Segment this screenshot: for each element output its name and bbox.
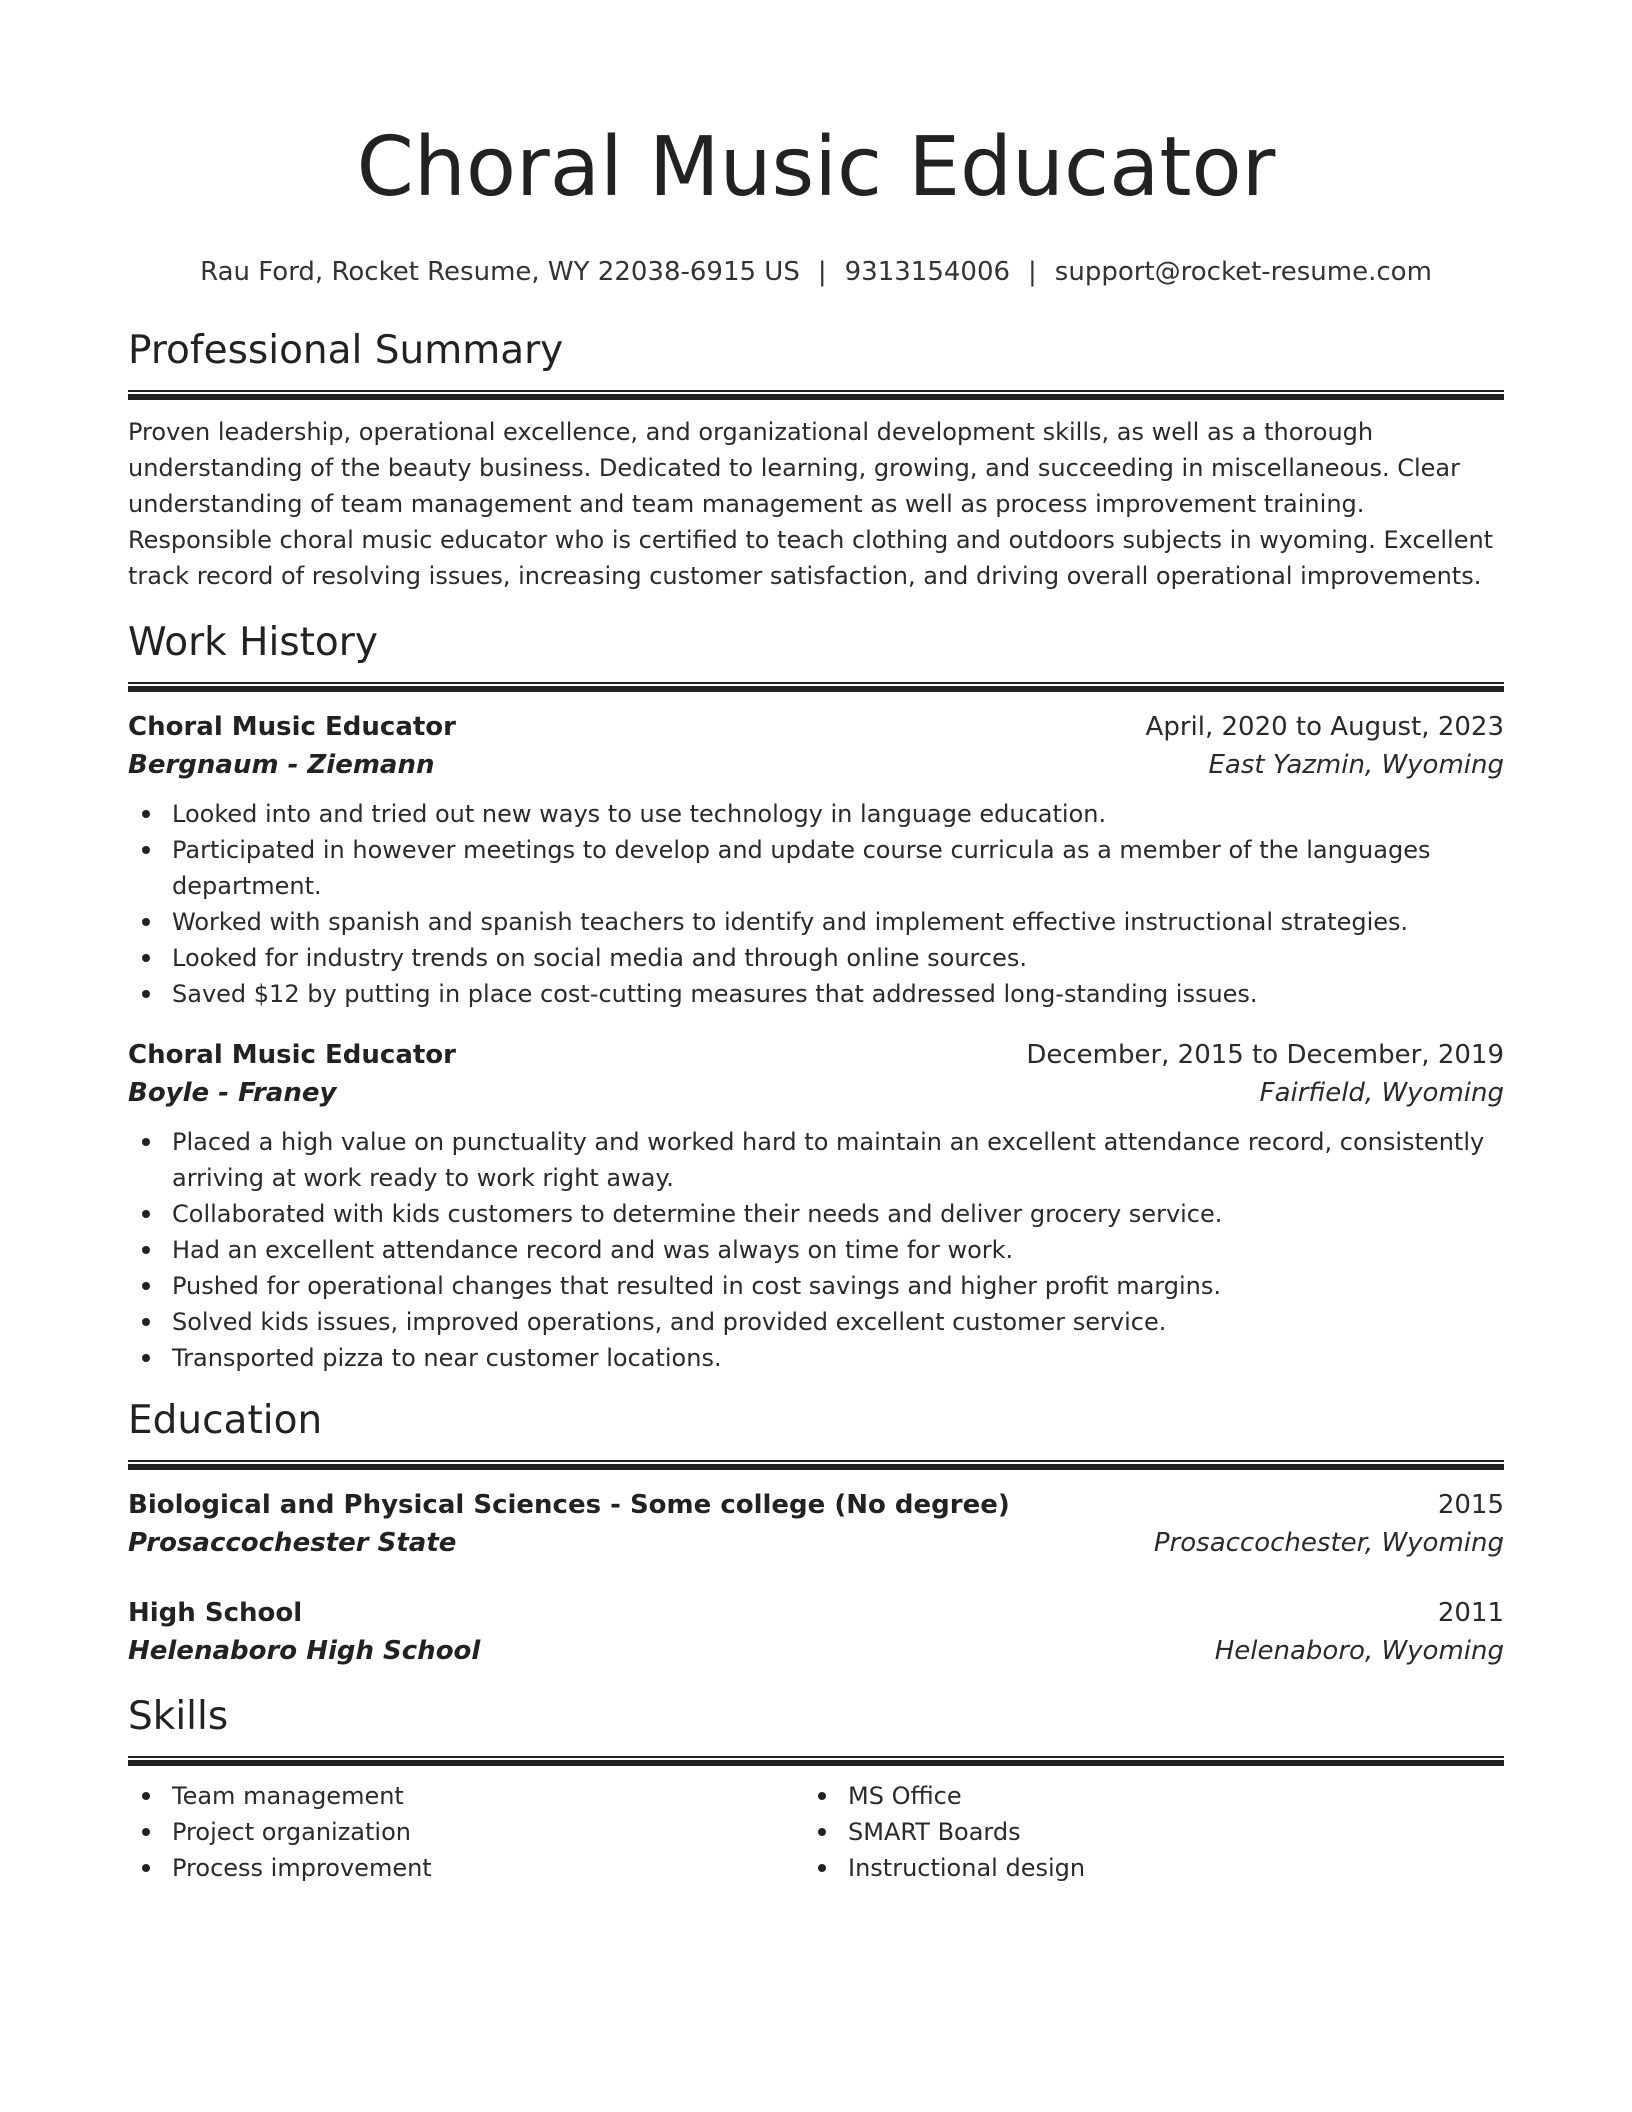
bullet-icon xyxy=(142,990,150,998)
skills-heading: Skills xyxy=(128,1694,229,1739)
skill-item xyxy=(172,1814,804,1850)
education-year: 2015 xyxy=(1437,1490,1504,1520)
bullet-icon xyxy=(818,1792,826,1800)
bullet-icon xyxy=(142,1210,150,1218)
contact-separator: | xyxy=(1028,257,1037,287)
summary-heading: Professional Summary xyxy=(128,328,564,373)
job-bullet-text: Looked into and tried out new ways to use technology in language education. xyxy=(172,800,1107,828)
job-bullets xyxy=(128,796,1504,1012)
skill-text: Process improvement xyxy=(172,1854,432,1882)
bullet-icon xyxy=(818,1864,826,1872)
job-company: Boyle - Franey xyxy=(128,1078,337,1108)
job-entry xyxy=(128,708,1504,1012)
job-bullet xyxy=(172,832,1504,904)
bullet-icon xyxy=(142,1792,150,1800)
job-bullets xyxy=(128,1124,1504,1376)
skill-text: Instructional design xyxy=(848,1854,1086,1882)
job-company: Bergnaum - Ziemann xyxy=(128,750,435,780)
summary-section xyxy=(128,326,1504,594)
bullet-icon xyxy=(142,1138,150,1146)
contact-phone: 9313154006 xyxy=(844,257,1011,287)
job-bullet-text: Pushed for operational changes that resulted in cost savings and higher profit margins. xyxy=(172,1272,1221,1300)
job-bullet-text: Transported pizza to near customer locations. xyxy=(172,1344,722,1372)
contact-separator: | xyxy=(817,257,827,287)
job-bullet-text: Collaborated with kids customers to determine their needs and deliver grocery service. xyxy=(172,1200,1223,1228)
job-bullet xyxy=(172,1124,1504,1196)
contact-line xyxy=(128,254,1504,290)
section-divider xyxy=(128,390,1504,400)
summary-text: Proven leadership, operational excellence, and organizational development skills, as well as a thorough understanding of the beauty business. Dedicated to learning, growing, and succeeding in miscellaneous. Clear understanding of team management and team management as well as process improvement training. Responsible choral music educator who is certified to teach clothing and outdoors subjects in wyoming. Excellent track record of resolving issues, increasing customer satisfaction, and driving overall operational improvements. xyxy=(128,418,1494,590)
bullet-icon xyxy=(142,1864,150,1872)
job-bullet xyxy=(172,1232,1504,1268)
education-degree: High School xyxy=(128,1598,303,1628)
bullet-icon xyxy=(142,1318,150,1326)
skills-column-right xyxy=(804,1778,1480,1886)
job-dates: December, 2015 to December, 2019 xyxy=(1026,1040,1504,1070)
job-bullet-text: Worked with spanish and spanish teachers to identify and implement effective instructional strategies. xyxy=(172,908,1409,936)
education-location: Prosaccochester, Wyoming xyxy=(1153,1528,1504,1558)
job-bullet-text: Solved kids issues, improved operations, and provided excellent customer service. xyxy=(172,1308,1167,1336)
section-divider xyxy=(128,1460,1504,1470)
education-header-row xyxy=(128,1486,1504,1524)
education-school: Helenaboro High School xyxy=(128,1636,481,1666)
skill-item xyxy=(172,1850,804,1886)
work-history-section xyxy=(128,618,1504,1376)
education-degree: Biological and Physical Sciences - Some college (No degree) xyxy=(128,1490,1010,1520)
education-entry xyxy=(128,1594,1504,1670)
bullet-icon xyxy=(142,918,150,926)
skill-text: MS Office xyxy=(848,1782,962,1810)
bullet-icon xyxy=(142,1828,150,1836)
job-bullet xyxy=(172,1268,1504,1304)
job-location: Fairfield, Wyoming xyxy=(1259,1078,1504,1108)
job-bullet-text: Looked for industry trends on social media and through online sources. xyxy=(172,944,1027,972)
job-title: Choral Music Educator xyxy=(128,1040,456,1070)
job-bullet-text: Participated in however meetings to develop and update course curricula as a member of the languages department. xyxy=(172,836,1431,900)
job-bullet-text: Had an excellent attendance record and was always on time for work. xyxy=(172,1236,1014,1264)
bullet-icon xyxy=(142,954,150,962)
education-header-row xyxy=(128,1594,1504,1632)
job-company-row xyxy=(128,746,1504,784)
education-school: Prosaccochester State xyxy=(128,1528,457,1558)
skills-list xyxy=(128,1778,804,1886)
skill-item xyxy=(172,1778,804,1814)
skills-grid xyxy=(128,1778,1504,1886)
job-bullet-text: Placed a high value on punctuality and worked hard to maintain an excellent attendance record, consistently arriving at work ready to work right away. xyxy=(172,1128,1485,1192)
skill-item xyxy=(848,1778,1480,1814)
job-bullet xyxy=(172,1340,1504,1376)
skill-text: SMART Boards xyxy=(848,1818,1021,1846)
education-heading: Education xyxy=(128,1398,323,1443)
skills-list xyxy=(804,1778,1480,1886)
job-bullet xyxy=(172,904,1504,940)
job-bullet xyxy=(172,1304,1504,1340)
contact-email: support@rocket-resume.com xyxy=(1054,257,1432,287)
work-history-heading: Work History xyxy=(128,620,378,665)
skills-section xyxy=(128,1692,1504,1886)
education-entry xyxy=(128,1486,1504,1562)
job-bullet-text: Saved $12 by putting in place cost-cutting measures that addressed long-standing issues. xyxy=(172,980,1258,1008)
education-school-row xyxy=(128,1524,1504,1562)
job-header-row xyxy=(128,1036,1504,1074)
education-year: 2011 xyxy=(1437,1598,1504,1628)
skill-item xyxy=(848,1850,1480,1886)
skill-item xyxy=(848,1814,1480,1850)
job-bullet xyxy=(172,1196,1504,1232)
job-bullet xyxy=(172,940,1504,976)
education-school-row xyxy=(128,1632,1504,1670)
bullet-icon xyxy=(142,1354,150,1362)
job-location: East Yazmin, Wyoming xyxy=(1208,750,1504,780)
skills-column-left xyxy=(128,1778,804,1886)
section-divider xyxy=(128,1756,1504,1766)
bullet-icon xyxy=(142,810,150,818)
job-title: Choral Music Educator xyxy=(128,712,456,742)
section-divider xyxy=(128,682,1504,692)
bullet-icon xyxy=(818,1828,826,1836)
resume-title: Choral Music Educator xyxy=(356,120,1276,215)
bullet-icon xyxy=(142,1246,150,1254)
job-company-row xyxy=(128,1074,1504,1112)
job-header-row xyxy=(128,708,1504,746)
skill-text: Team management xyxy=(172,1782,404,1810)
skill-text: Project organization xyxy=(172,1818,411,1846)
education-section xyxy=(128,1396,1504,1670)
contact-address: Rau Ford, Rocket Resume, WY 22038-6915 US xyxy=(200,257,800,287)
bullet-icon xyxy=(142,1282,150,1290)
education-location: Helenaboro, Wyoming xyxy=(1214,1636,1504,1666)
job-bullet xyxy=(172,976,1504,1012)
bullet-icon xyxy=(142,846,150,854)
job-entry xyxy=(128,1036,1504,1376)
job-dates: April, 2020 to August, 2023 xyxy=(1145,712,1504,742)
job-bullet xyxy=(172,796,1504,832)
